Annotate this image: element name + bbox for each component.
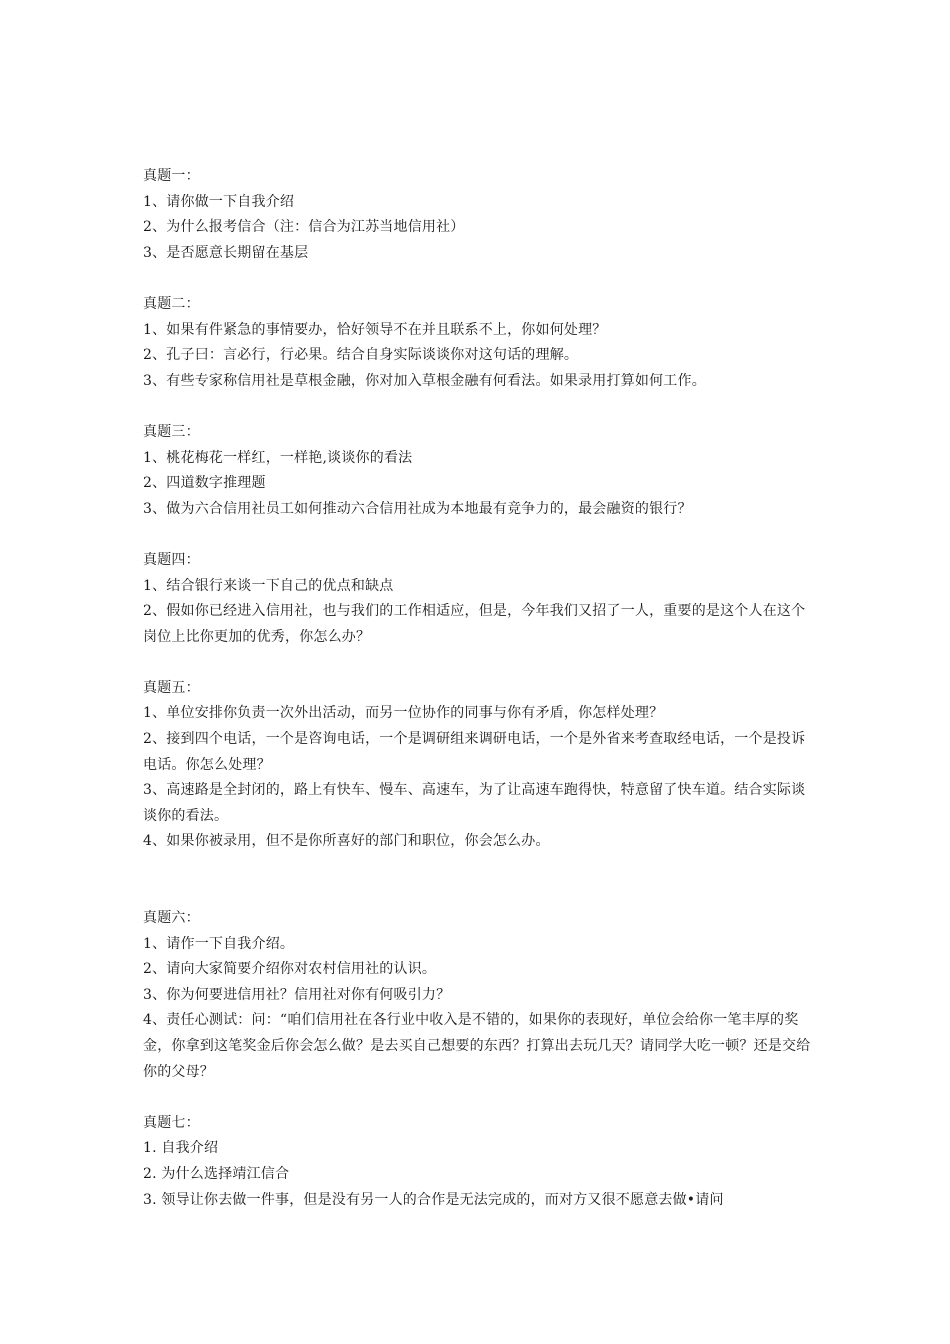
question-set-3 — [143, 420, 811, 522]
question-item: 2、接到四个电话，一个是咨询电话，一个是调研组来调研电话，一个是外省来考查取经电话，一个是投诉电话。你怎么处理？ — [143, 731, 806, 773]
question-item: 1、结合银行来谈一下自己的优点和缺点 — [143, 577, 394, 594]
question-item: 1、如果有件紧急的事情要办，恰好领导不在并且联系不上，你如何处理？ — [143, 321, 607, 338]
question-set-heading: 真题五： — [143, 679, 200, 696]
question-set-4 — [143, 548, 811, 650]
question-item: 2、四道数字推理题 — [143, 475, 266, 492]
question-item: 2、孔子曰：言必行，行必果。结合自身实际谈谈你对这句话的理解。 — [143, 347, 579, 364]
question-item: 1. 自我介绍 — [143, 1140, 219, 1157]
question-item: 1、桃花梅花一样红，一样艳,谈谈你的看法 — [143, 449, 413, 466]
question-item: 1、请作一下自我介绍。 — [143, 935, 295, 952]
question-set-1 — [143, 164, 811, 266]
question-item: 2、假如你已经进入信用社，也与我们的工作相适应，但是，今年我们又招了一人，重要的是这个人在这个岗位上比你更加的优秀，你怎么办？ — [143, 603, 806, 645]
question-set-2 — [143, 292, 811, 394]
blank-line — [143, 266, 811, 292]
blank-line — [143, 394, 811, 420]
question-set-heading: 真题二： — [143, 295, 200, 312]
question-item: 3. 领导让你去做一件事，但是没有另一人的合作是无法完成的，而对方又很不愿意去做•请问 — [143, 1191, 724, 1208]
blank-line — [143, 522, 811, 548]
question-item: 4、如果你被录用，但不是你所喜好的部门和职位，你会怎么办。 — [143, 833, 550, 850]
document-body — [143, 164, 811, 1213]
blank-line — [143, 650, 811, 676]
question-item: 3、做为六合信用社员工如何推动六合信用社成为本地最有竞争力的，最会融资的银行？ — [143, 500, 692, 517]
question-item: 4、责任心测试：问：“咱们信用社在各行业中收入是不错的，如果你的表现好，单位会给你一笔丰厚的奖金，你拿到这笔奖金后你会怎么做？是去买自己想要的东西？打算出去玩几天？请同学大吃一顿？还是交给你的父母？ — [143, 1012, 811, 1080]
question-set-6 — [143, 906, 811, 1085]
blank-line — [143, 1085, 811, 1111]
question-set-heading: 真题三： — [143, 423, 200, 440]
question-item: 2. 为什么选择靖江信合 — [143, 1165, 290, 1182]
blank-line — [143, 855, 811, 906]
question-item: 3、有些专家称信用社是草根金融，你对加入草根金融有何看法。如果录用打算如何工作。 — [143, 372, 706, 389]
question-set-heading: 真题四： — [143, 551, 200, 568]
question-item: 3、是否愿意长期留在基层 — [143, 244, 309, 261]
question-item: 1、单位安排你负责一次外出活动，而另一位协作的同事与你有矛盾，你怎样处理？ — [143, 705, 664, 722]
question-item: 3、你为何要进信用社？信用社对你有何吸引力？ — [143, 986, 451, 1003]
question-set-heading: 真题七： — [143, 1114, 200, 1131]
question-item: 1、请你做一下自我介绍 — [143, 193, 295, 210]
question-set-heading: 真题一： — [143, 168, 200, 184]
question-item: 3、高速路是全封闭的，路上有快车、慢车、高速车，为了让高速车跑得快，特意留了快车道。结合实际谈谈你的看法。 — [143, 782, 806, 824]
question-set-7 — [143, 1111, 811, 1213]
question-set-5 — [143, 676, 811, 855]
question-item: 2、请向大家简要介绍你对农村信用社的认识。 — [143, 961, 437, 978]
question-set-heading: 真题六： — [143, 910, 200, 927]
question-item: 2、为什么报考信合（注：信合为江苏当地信用社） — [143, 219, 465, 236]
